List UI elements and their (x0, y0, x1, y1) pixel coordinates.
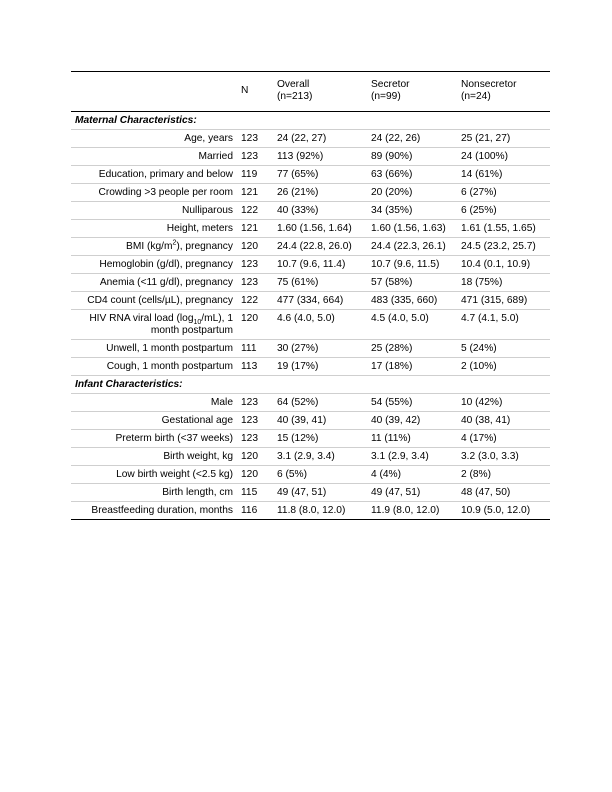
cell-n: 123 (237, 256, 273, 274)
cell-nonsecretor: 24 (100%) (457, 148, 550, 166)
cell-nonsecretor: 6 (25%) (457, 202, 550, 220)
cell-overall: 10.7 (9.6, 11.4) (273, 256, 367, 274)
cell-n: 116 (237, 502, 273, 520)
cell-n: 122 (237, 202, 273, 220)
row-label: Nulliparous (71, 202, 237, 220)
row-label: Preterm birth (<37 weeks) (71, 430, 237, 448)
cell-secretor: 40 (39, 42) (367, 412, 457, 430)
row-label: Crowding >3 people per room (71, 184, 237, 202)
table-row (71, 130, 550, 148)
cell-overall: 3.1 (2.9, 3.4) (273, 448, 367, 466)
row-label: Education, primary and below (71, 166, 237, 184)
cell-overall: 11.8 (8.0, 12.0) (273, 502, 367, 520)
table-row (71, 394, 550, 412)
cell-overall: 6 (5%) (273, 466, 367, 484)
cell-secretor: 17 (18%) (367, 358, 457, 376)
header-label-cell (71, 72, 237, 112)
table-row (71, 340, 550, 358)
row-label: Hemoglobin (g/dl), pregnancy (71, 256, 237, 274)
row-label: Cough, 1 month postpartum (71, 358, 237, 376)
cell-secretor: 63 (66%) (367, 166, 457, 184)
cell-secretor: 25 (28%) (367, 340, 457, 358)
cell-secretor: 49 (47, 51) (367, 484, 457, 502)
row-label: Age, years (71, 130, 237, 148)
cell-secretor: 57 (58%) (367, 274, 457, 292)
table-row (71, 430, 550, 448)
cell-secretor: 10.7 (9.6, 11.5) (367, 256, 457, 274)
cell-n: 120 (237, 448, 273, 466)
row-label (71, 310, 237, 340)
table-header (71, 72, 550, 112)
cell-secretor: 4.5 (4.0, 5.0) (367, 310, 457, 340)
cell-secretor: 54 (55%) (367, 394, 457, 412)
cell-overall: 19 (17%) (273, 358, 367, 376)
row-label-superscript: 2 (172, 239, 177, 247)
row-label: Breastfeeding duration, months (71, 502, 237, 520)
header-secretor (367, 72, 457, 112)
header-nonsecretor (457, 72, 550, 112)
row-label-text-end: /mL), 1 month postpartum (150, 313, 233, 336)
row-label (71, 238, 237, 256)
header-secretor-name: Secretor (371, 79, 410, 90)
cell-secretor: 20 (20%) (367, 184, 457, 202)
row-label: Unwell, 1 month postpartum (71, 340, 237, 358)
cell-overall: 113 (92%) (273, 148, 367, 166)
cell-n: 123 (237, 274, 273, 292)
cell-nonsecretor: 10.4 (0.1, 10.9) (457, 256, 550, 274)
table-row (71, 220, 550, 238)
row-label: Birth weight, kg (71, 448, 237, 466)
table-row (71, 202, 550, 220)
table-row (71, 184, 550, 202)
cell-n: 123 (237, 430, 273, 448)
row-label: Low birth weight (<2.5 kg) (71, 466, 237, 484)
header-secretor-count: (n=99) (371, 91, 401, 102)
table-row (71, 358, 550, 376)
cell-nonsecretor: 5 (24%) (457, 340, 550, 358)
header-nonsecretor-name: Nonsecretor (461, 79, 517, 90)
table-body (71, 112, 550, 520)
row-label: Birth length, cm (71, 484, 237, 502)
cell-n: 123 (237, 130, 273, 148)
header-overall-count: (n=213) (277, 91, 313, 102)
row-label: Height, meters (71, 220, 237, 238)
row-label-text: BMI (kg/m (126, 241, 173, 252)
cell-nonsecretor: 6 (27%) (457, 184, 550, 202)
cell-n: 113 (237, 358, 273, 376)
cell-n: 123 (237, 412, 273, 430)
table-row (71, 166, 550, 184)
maternal-section-header (71, 112, 550, 130)
cell-n: 120 (237, 310, 273, 340)
cell-overall: 64 (52%) (273, 394, 367, 412)
cell-nonsecretor: 40 (38, 41) (457, 412, 550, 430)
cell-n: 111 (237, 340, 273, 358)
cell-n: 123 (237, 148, 273, 166)
header-nonsecretor-count: (n=24) (461, 91, 491, 102)
cell-overall: 15 (12%) (273, 430, 367, 448)
table-row (71, 292, 550, 310)
cell-nonsecretor: 48 (47, 50) (457, 484, 550, 502)
cell-nonsecretor: 1.61 (1.55, 1.65) (457, 220, 550, 238)
cell-nonsecretor: 2 (8%) (457, 466, 550, 484)
cell-n: 119 (237, 166, 273, 184)
header-overall-name: Overall (277, 79, 310, 90)
cell-overall: 49 (47, 51) (273, 484, 367, 502)
row-label: Anemia (<11 g/dl), pregnancy (71, 274, 237, 292)
cell-secretor: 483 (335, 660) (367, 292, 457, 310)
characteristics-table (71, 71, 550, 520)
cell-secretor: 4 (4%) (367, 466, 457, 484)
infant-section-title: Infant Characteristics: (71, 376, 550, 394)
row-label: Married (71, 148, 237, 166)
table-row (71, 256, 550, 274)
cell-secretor: 11.9 (8.0, 12.0) (367, 502, 457, 520)
cell-overall: 1.60 (1.56, 1.64) (273, 220, 367, 238)
cell-overall: 77 (65%) (273, 166, 367, 184)
row-label: Gestational age (71, 412, 237, 430)
cell-overall: 477 (334, 664) (273, 292, 367, 310)
cell-overall: 24.4 (22.8, 26.0) (273, 238, 367, 256)
cell-overall: 40 (39, 41) (273, 412, 367, 430)
cell-n: 121 (237, 220, 273, 238)
cell-nonsecretor: 10 (42%) (457, 394, 550, 412)
cell-secretor: 3.1 (2.9, 3.4) (367, 448, 457, 466)
cell-nonsecretor: 4.7 (4.1, 5.0) (457, 310, 550, 340)
cell-secretor: 34 (35%) (367, 202, 457, 220)
cell-n: 123 (237, 394, 273, 412)
cell-secretor: 1.60 (1.56, 1.63) (367, 220, 457, 238)
row-label-subscript: 10 (193, 319, 202, 327)
cell-nonsecretor: 18 (75%) (457, 274, 550, 292)
characteristics-table-container (71, 71, 550, 520)
cell-overall: 26 (21%) (273, 184, 367, 202)
table-row (71, 448, 550, 466)
cell-overall: 24 (22, 27) (273, 130, 367, 148)
cell-n: 120 (237, 466, 273, 484)
maternal-section-title: Maternal Characteristics: (71, 112, 550, 130)
cell-overall: 4.6 (4.0, 5.0) (273, 310, 367, 340)
header-overall (273, 72, 367, 112)
table-row (71, 502, 550, 520)
row-label: CD4 count (cells/µL), pregnancy (71, 292, 237, 310)
cell-nonsecretor: 3.2 (3.0, 3.3) (457, 448, 550, 466)
cell-nonsecretor: 4 (17%) (457, 430, 550, 448)
cell-n: 122 (237, 292, 273, 310)
header-n: N (241, 85, 249, 96)
cell-overall: 75 (61%) (273, 274, 367, 292)
cell-nonsecretor: 24.5 (23.2, 25.7) (457, 238, 550, 256)
cell-n: 121 (237, 184, 273, 202)
row-label-text: HIV RNA viral load (log (89, 313, 194, 324)
cell-nonsecretor: 14 (61%) (457, 166, 550, 184)
cell-overall: 40 (33%) (273, 202, 367, 220)
cell-secretor: 24 (22, 26) (367, 130, 457, 148)
table-row (71, 238, 550, 256)
table-row (71, 148, 550, 166)
cell-secretor: 89 (90%) (367, 148, 457, 166)
cell-n: 115 (237, 484, 273, 502)
table-row (71, 274, 550, 292)
cell-nonsecretor: 471 (315, 689) (457, 292, 550, 310)
row-label: Male (71, 394, 237, 412)
cell-secretor: 24.4 (22.3, 26.1) (367, 238, 457, 256)
cell-overall: 30 (27%) (273, 340, 367, 358)
cell-nonsecretor: 10.9 (5.0, 12.0) (457, 502, 550, 520)
cell-nonsecretor: 2 (10%) (457, 358, 550, 376)
table-row (71, 484, 550, 502)
cell-nonsecretor: 25 (21, 27) (457, 130, 550, 148)
table-row (71, 466, 550, 484)
header-row (71, 72, 550, 112)
table-row (71, 412, 550, 430)
row-label-text-end: ), pregnancy (176, 241, 233, 252)
infant-section-header (71, 376, 550, 394)
cell-n: 120 (237, 238, 273, 256)
table-row (71, 310, 550, 340)
cell-secretor: 11 (11%) (367, 430, 457, 448)
